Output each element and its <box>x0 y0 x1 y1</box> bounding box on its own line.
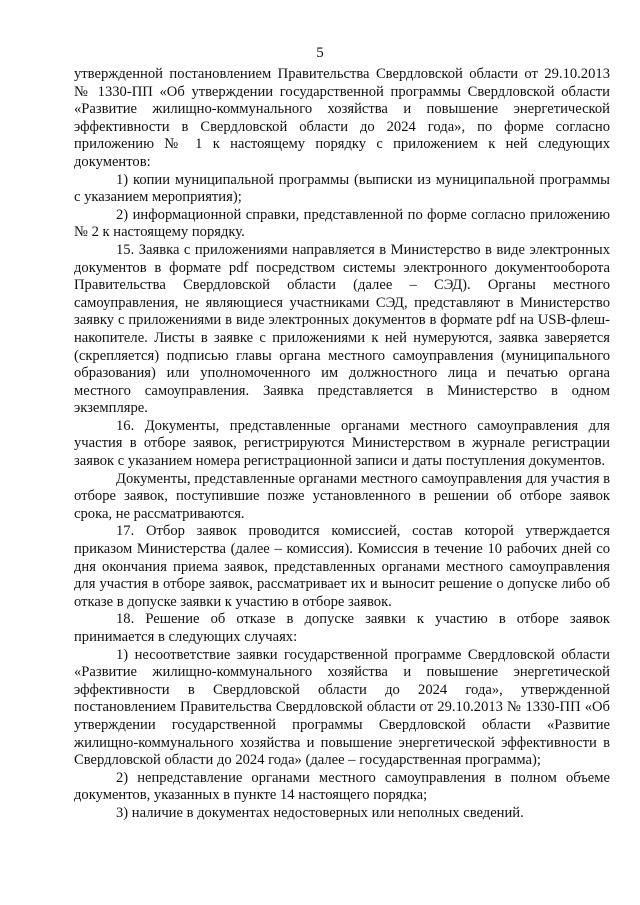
document-body <box>74 66 610 823</box>
paragraph-15: 15. Заявка с приложениями направляется в Министерство в виде электронных документов в формате pdf посредством системы электронного документооборота Правительства Свердловской области (далее – СЭД). Органы местного самоуправления, не являющиеся участниками СЭД, представляют в Министерство заявку с приложениями в виде электронных документов в формате pdf на USB-флеш-накопителе. Листы в заявке с приложениями к ней нумеруются, заявка заверяется (скрепляется) подписью главы органа местного самоуправления (муниципального образования) или уполномоченного им должностного лица и печатью органа местного самоуправления. Заявка представляется в Министерство в одном экземпляре. <box>74 241 610 417</box>
paragraph-16-cont: Документы, представленные органами местного самоуправления для участия в отборе заявок, поступившие позже установленного в решении об отборе заявок срока, не рассматриваются. <box>74 470 610 522</box>
list-item-18-2: 2) непредставление органами местного самоуправления в полном объеме документов, указанных в пункте 14 настоящего порядка; <box>74 769 610 804</box>
list-item-1: 1) копии муниципальной программы (выписки из муниципальной программы с указанием мероприятия); <box>74 171 610 206</box>
list-item-18-3: 3) наличие в документах недостоверных или неполных сведений. <box>116 804 524 821</box>
paragraph-16: 16. Документы, представленные органами местного самоуправления для участия в отборе заявок, регистрируются Министерством в журнале регистрации заявок с указанием номера регистрационной записи и даты поступления документов. <box>74 417 610 470</box>
paragraph-continuation: утвержденной постановлением Правительства Свердловской области от 29.10.2013 № 1330-ПП «Об утверждении государственной программы Свердловской области «Развитие жилищно-коммунального хозяйства и повышение энергетической эффективности в Свердловской области до 2024 года», по форме согласно приложению № 1 к настоящему порядку с приложением к ней следующих документов: <box>74 66 610 170</box>
list-item-2: 2) информационной справки, представленной по форме согласно приложению № 2 к настоящему порядку. <box>74 206 610 241</box>
list-item-18-1: 1) несоответствие заявки государственной программе Свердловской области «Развитие жилищно-коммунального хозяйства и повышение энергетической эффективности в Свердловской области до 2024 года», утвержденной постановлением Правительства Свердловской области от 29.10.2013 № 1330-ПП «Об утверждении государственной программы Свердловской области «Развитие жилищно-коммунального хозяйства и повышение энергетической эффективности в Свердловской области до 2024 года» (далее – государственная программа); <box>74 646 610 769</box>
paragraph-18: 18. Решение об отказе в допуске заявки к участию в отборе заявок принимается в следующих случаях: <box>74 611 610 645</box>
paragraph-17: 17. Отбор заявок проводится комиссией, состав которой утверждается приказом Министерства (далее – комиссия). Комиссия в течение 10 рабочих дней со дня окончания приема заявок, представленных органами местного самоуправления для участия в отборе заявок, рассматривает их и выносит решение о допуске либо об отказе в допуске заявки к участию в отборе заявок. <box>74 523 610 610</box>
page-number: 5 <box>316 45 324 61</box>
